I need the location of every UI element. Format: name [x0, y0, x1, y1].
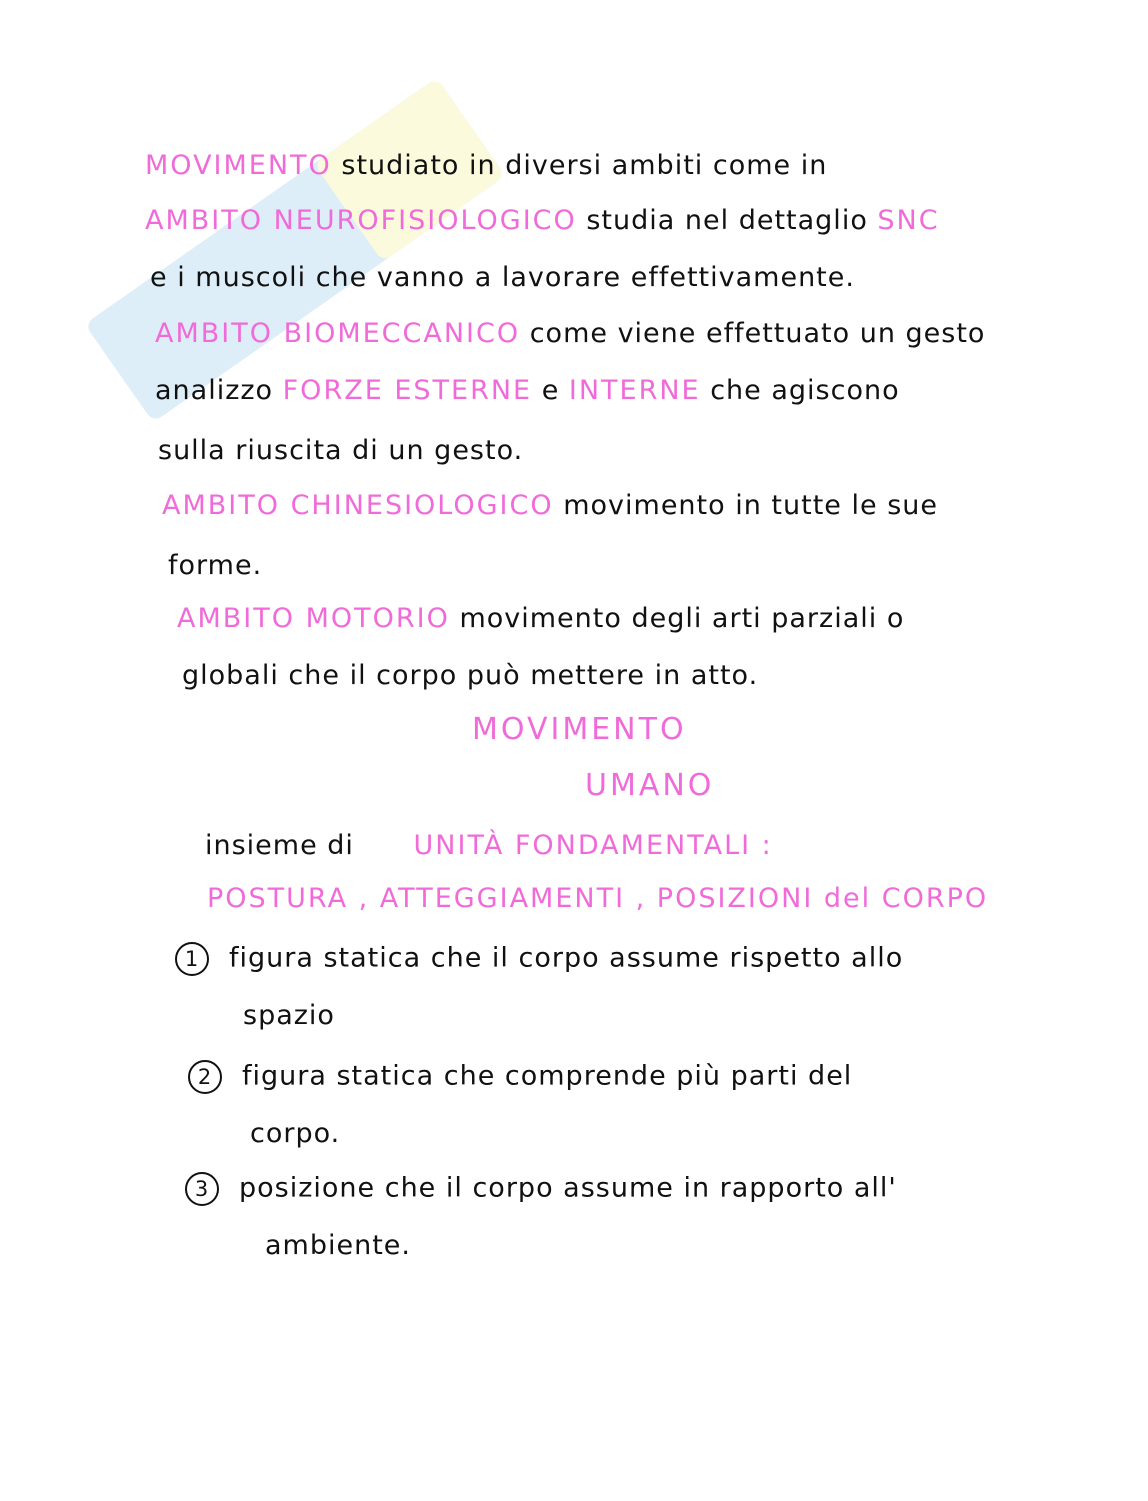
- text: movimento in tutte le sue: [553, 490, 938, 521]
- list-text: spazio: [243, 1000, 335, 1031]
- line-motorio: [177, 603, 904, 634]
- list-text: figura statica che il corpo assume rispetto allo: [229, 942, 904, 974]
- line-globali: [182, 660, 758, 691]
- text: che agiscono: [700, 375, 900, 406]
- number-circle: 1: [175, 942, 209, 976]
- list-item-2-cont: [250, 1118, 340, 1149]
- list-item-1: [175, 942, 903, 976]
- line-insieme: [205, 830, 773, 861]
- list-item-1-cont: [243, 1000, 335, 1031]
- text: movimento degli arti parziali o: [449, 603, 905, 634]
- text: e: [532, 375, 569, 406]
- list-text: ambiente.: [265, 1230, 411, 1261]
- heading-movimento: MOVIMENTO: [472, 712, 687, 747]
- highlight-biomeccanico: AMBITO BIOMECCANICO: [155, 318, 521, 349]
- list-text: figura statica che comprende più parti del: [242, 1060, 853, 1092]
- text: studiato in diversi ambiti come in: [331, 150, 828, 181]
- text: e i muscoli che vanno a lavorare effettivamente.: [150, 262, 855, 293]
- highlight-neurofisiologico: AMBITO NEUROFISIOLOGICO: [145, 205, 577, 236]
- text: analizzo: [155, 375, 283, 406]
- line-riuscita: [158, 435, 523, 466]
- line-biomeccanico: [155, 318, 985, 349]
- list-item-2: [188, 1060, 852, 1094]
- text: studia nel dettaglio: [576, 205, 878, 236]
- list-text: corpo.: [250, 1118, 341, 1149]
- highlight-chinesiologico: AMBITO CHINESIOLOGICO: [162, 490, 554, 521]
- highlight-forze-esterne: FORZE ESTERNE: [282, 375, 533, 406]
- text: sulla riuscita di un gesto.: [158, 435, 524, 466]
- line-neurofisiologico: [145, 205, 940, 236]
- highlight-motorio: AMBITO MOTORIO: [177, 603, 450, 634]
- list-item-3: [185, 1172, 897, 1206]
- list-text: posizione che il corpo assume in rapporto all': [239, 1172, 897, 1204]
- number-circle: 2: [188, 1060, 222, 1094]
- list-item-3-cont: [265, 1230, 411, 1261]
- text: globali che il corpo può mettere in atto.: [182, 660, 759, 691]
- line-forze: [155, 375, 900, 406]
- line-movimento-intro: [145, 150, 827, 181]
- text: come viene effettuato un gesto: [520, 318, 986, 349]
- line-forme: [168, 550, 262, 581]
- number-circle: 3: [185, 1172, 219, 1206]
- highlight-snc: SNC: [877, 205, 940, 236]
- text: insieme di: [205, 830, 364, 861]
- highlight-interne: INTERNE: [568, 375, 701, 406]
- highlight-unita-fondamentali: UNITÀ FONDAMENTALI :: [413, 830, 773, 861]
- highlight-movimento: MOVIMENTO: [145, 150, 332, 181]
- categories-line: POSTURA , ATTEGGIAMENTI , POSIZIONI del CORPO: [207, 883, 989, 914]
- heading-umano: UMANO: [585, 768, 715, 803]
- text: forme.: [168, 550, 263, 581]
- line-chinesiologico: [162, 490, 938, 521]
- line-muscoli: [150, 262, 855, 293]
